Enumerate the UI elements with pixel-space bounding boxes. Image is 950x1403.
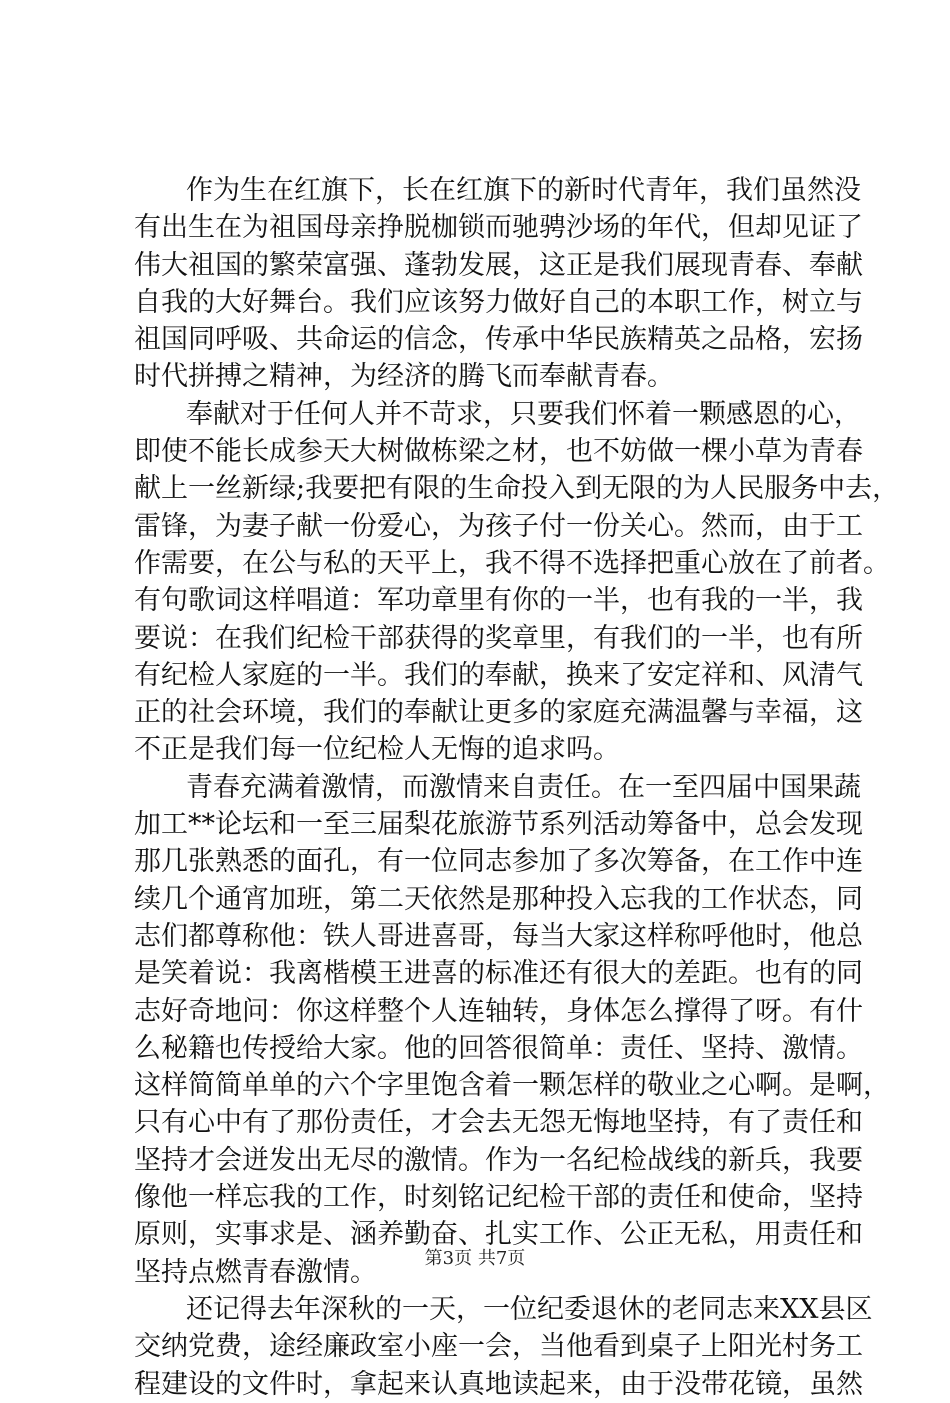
paragraph-2 [134, 396, 900, 769]
paragraph-3 [134, 769, 890, 1291]
text-line: 作为生在红旗下，长在红旗下的新时代青年，我们虽然没 [186, 175, 861, 206]
text-line: 志好奇地问：你这样整个人连轴转，身体怎么撑得了呀。有什 [134, 995, 863, 1027]
text-line: 自我的大好舞台。我们应该努力做好自己的本职工作，树立与 [134, 286, 863, 318]
text-line: 有纪检人家庭的一半。我们的奉献，换来了安定祥和、风清气 [134, 659, 863, 691]
text-line: 献上一丝新绿;我要把有限的生命投入到无限的为人民服务中去， [134, 473, 900, 505]
paragraph-4 [134, 1291, 873, 1403]
page-number-footer: 第3页 共7页 [424, 1248, 526, 1269]
body-text [134, 172, 900, 1403]
text-line: 青春充满着激情，而激情来自责任。在一至四届中国果蔬 [186, 771, 861, 803]
text-line: 坚持才会迸发出无尽的激情。作为一名纪检战线的新兵，我要 [134, 1144, 863, 1176]
text-line: 正的社会环境，我们的奉献让更多的家庭充满温馨与幸福，这 [134, 697, 863, 729]
text-line: 要说：在我们纪检干部获得的奖章里，有我们的一半，也有所 [134, 622, 863, 654]
text-line: 原则，实事求是、涵养勤奋、扎实工作、公正无私，用责任和 [134, 1219, 863, 1251]
text-line: 还记得去年深秋的一天，一位纪委退休的老同志来XX县区 [186, 1293, 873, 1325]
text-line: 志们都尊称他：铁人哥进喜哥，每当大家这样称呼他时，他总 [134, 920, 863, 952]
text-line: 坚持点燃青春激情。 [134, 1256, 377, 1288]
text-line: 祖国同呼吸、共命运的信念，传承中华民族精英之品格，宏扬 [134, 324, 863, 356]
text-line: 么秘籍也传授给大家。他的回答很简单：责任、坚持、激情。 [134, 1032, 863, 1064]
text-line: 那几张熟悉的面孔，有一位同志参加了多次筹备，在工作中连 [134, 846, 863, 878]
text-line: 伟大祖国的繁荣富强、蓬勃发展，这正是我们展现青春、奉献 [134, 249, 863, 281]
text-line: 有句歌词这样唱道：军功章里有你的一半，也有我的一半，我 [134, 585, 863, 617]
text-line: 续几个通宵加班，第二天依然是那种投入忘我的工作状态，同 [134, 883, 863, 915]
text-line: 只有心中有了那份责任，才会去无怨无悔地坚持，有了责任和 [134, 1107, 863, 1139]
paragraph-1 [134, 172, 863, 396]
text-line: 有出生在为祖国母亲挣脱枷锁而驰骋沙场的年代，但却见证了 [134, 212, 863, 244]
text-line: 程建设的文件时，拿起来认真地读起来，由于没带花镜，虽然 [134, 1368, 863, 1400]
text-line: 这样简简单单的六个字里饱含着一颗怎样的敬业之心啊。是啊， [134, 1070, 890, 1102]
text-line: 作需要，在公与私的天平上，我不得不选择把重心放在了前者。 [134, 547, 890, 579]
text-line: 不正是我们每一位纪检人无悔的追求吗。 [134, 734, 620, 766]
text-line: 奉献对于任何人并不苛求，只要我们怀着一颗感恩的心， [186, 398, 861, 430]
text-line: 是笑着说：我离楷模王进喜的标准还有很大的差距。也有的同 [134, 958, 863, 990]
text-line: 雷锋，为妻子献一份爱心，为孩子付一份关心。然而，由于工 [134, 510, 863, 542]
text-line: 加工**论坛和一至三届梨花旅游节系列活动筹备中，总会发现 [134, 809, 863, 841]
text-line: 交纳党费，途经廉政室小座一会，当他看到桌子上阳光村务工 [134, 1331, 863, 1363]
text-line: 像他一样忘我的工作，时刻铭记纪检干部的责任和使命，坚持 [134, 1182, 863, 1214]
text-line: 即使不能长成参天大树做栋梁之材，也不妨做一棵小草为青春 [134, 436, 863, 468]
text-line: 时代拼搏之精神，为经济的腾飞而奉献青春。 [134, 361, 674, 393]
